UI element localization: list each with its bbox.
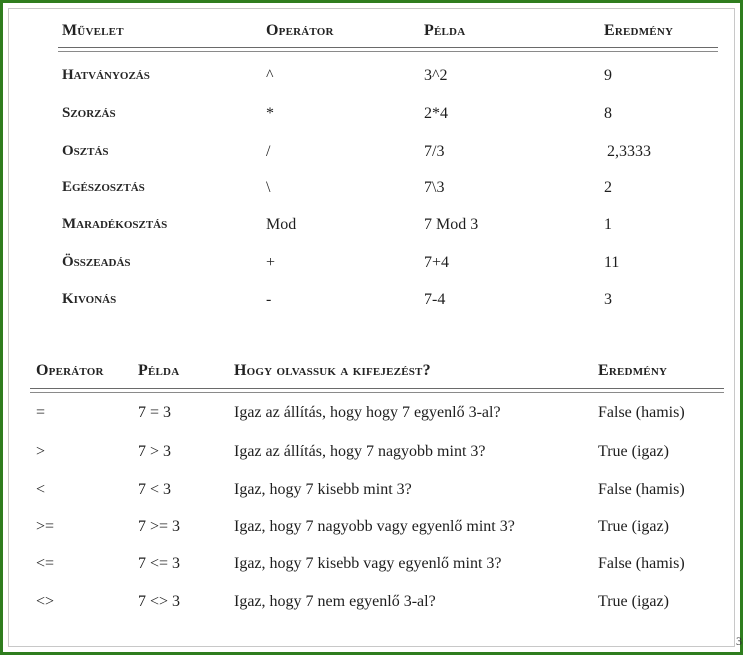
header-operator: Operátor [36, 362, 104, 379]
example: 3^2 [424, 67, 448, 84]
reading: Igaz, hogy 7 kisebb mint 3? [234, 481, 412, 498]
example: 7 <= 3 [138, 555, 181, 572]
operator-symbol: + [266, 254, 276, 271]
example: 7/3 [424, 143, 445, 160]
operator-symbol: <> [36, 593, 55, 610]
operation-name: Kivonás [62, 291, 117, 307]
operator-symbol: ^ [266, 67, 274, 84]
result: False (hamis) [598, 555, 685, 572]
header-eredmeny: Eredmény [598, 362, 668, 379]
example: 7-4 [424, 291, 446, 308]
result: False (hamis) [598, 404, 685, 421]
operation-name: Egészosztás [62, 179, 145, 195]
operator-symbol: - [266, 291, 272, 308]
page-inner-border [8, 8, 735, 647]
header-rule [30, 388, 724, 389]
example: 7\3 [424, 179, 445, 196]
operation-name: Maradékosztás [62, 216, 168, 232]
result: 2,3333 [607, 143, 651, 160]
operator-symbol: > [36, 443, 46, 460]
header-hogy-olvassuk: Hogy olvassuk a kifejezést? [234, 362, 431, 379]
operator-symbol: / [266, 143, 271, 160]
operator-symbol: = [36, 404, 46, 421]
reading: Igaz, hogy 7 nem egyenlő 3-al? [234, 593, 436, 610]
header-pelda: Példa [424, 22, 466, 39]
result: True (igaz) [598, 518, 669, 535]
example: 7 < 3 [138, 481, 172, 498]
example: 7 = 3 [138, 404, 172, 421]
edge-mark: 3 [736, 634, 742, 648]
result: True (igaz) [598, 593, 669, 610]
result: 9 [604, 67, 612, 84]
operation-name: Szorzás [62, 105, 116, 121]
example: 7 <> 3 [138, 593, 181, 610]
result: 11 [604, 254, 620, 271]
operator-symbol: * [266, 105, 274, 122]
example: 7 > 3 [138, 443, 172, 460]
reading: Igaz az állítás, hogy hogy 7 egyenlő 3-al? [234, 404, 501, 421]
reading: Igaz, hogy 7 kisebb vagy egyenlő mint 3? [234, 555, 502, 572]
header-rule [58, 47, 718, 48]
example: 2*4 [424, 105, 448, 122]
header-pelda: Példa [138, 362, 180, 379]
operation-name: Osztás [62, 143, 109, 159]
header-muvelet: Művelet [62, 22, 124, 39]
operation-name: Hatványozás [62, 67, 150, 83]
reading: Igaz, hogy 7 nagyobb vagy egyenlő mint 3? [234, 518, 515, 535]
operator-symbol: < [36, 481, 46, 498]
operator-symbol: Mod [266, 216, 297, 233]
example: 7 >= 3 [138, 518, 181, 535]
example: 7+4 [424, 254, 450, 271]
result: 1 [604, 216, 612, 233]
header-rule-secondary [30, 392, 724, 393]
operator-symbol: >= [36, 518, 55, 535]
example: 7 Mod 3 [424, 216, 479, 233]
operator-symbol: \ [266, 179, 271, 196]
operation-name: Összeadás [62, 254, 131, 270]
result: 8 [604, 105, 612, 122]
result: 3 [604, 291, 612, 308]
result: 2 [604, 179, 612, 196]
result: False (hamis) [598, 481, 685, 498]
reading: Igaz az állítás, hogy 7 nagyobb mint 3? [234, 443, 486, 460]
header-operator: Operátor [266, 22, 334, 39]
operator-symbol: <= [36, 555, 55, 572]
result: True (igaz) [598, 443, 669, 460]
header-rule-secondary [58, 51, 718, 52]
header-eredmeny: Eredmény [604, 22, 674, 39]
